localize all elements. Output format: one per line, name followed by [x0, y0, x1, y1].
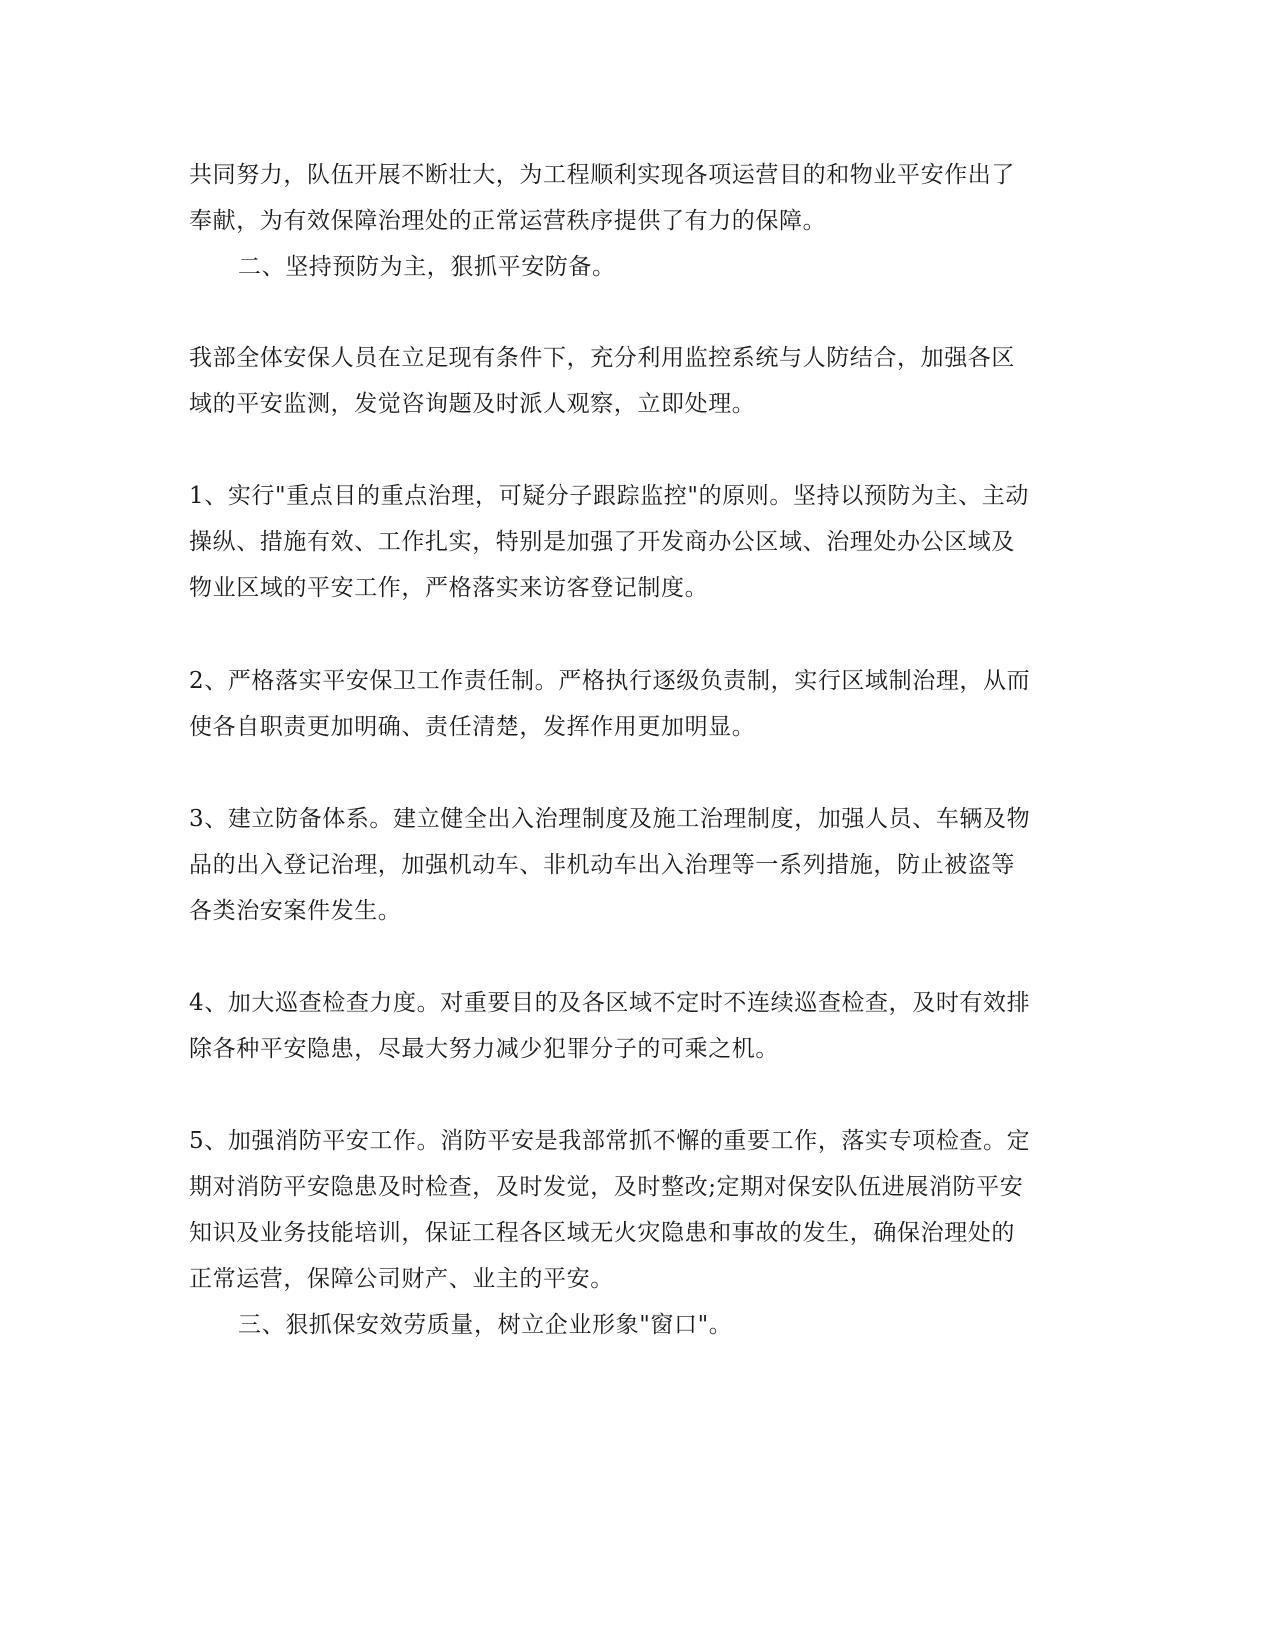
list-item-2-line: 使各自职责更加明确、责任清楚，发挥作用更加明显。	[189, 714, 756, 740]
list-item-5-line: 期对消防平安隐患及时检查，及时发觉，及时整改;定期对保安队伍进展消防平安	[189, 1174, 1024, 1200]
list-item-5-line: 正常运营，保障公司财产、业主的平安。	[189, 1266, 614, 1292]
list-item-5-line: 5、加强消防平安工作。消防平安是我部常抓不懈的重要工作，落实专项检查。定	[189, 1128, 1031, 1154]
paragraph-line: 域的平安监测，发觉咨询题及时派人观察，立即处理。	[189, 391, 756, 417]
list-item-4-line: 4、加大巡查检查力度。对重要目的及各区域不定时不连续巡查检查，及时有效排	[189, 990, 1031, 1016]
paragraph-line: 我部全体安保人员在立足现有条件下，充分利用监控系统与人防结合，加强各区	[189, 345, 1015, 371]
list-item-3-line: 各类治安案件发生。	[189, 898, 402, 924]
list-item-3-line: 3、建立防备体系。建立健全出入治理制度及施工治理制度，加强人员、车辆及物	[189, 806, 1031, 832]
list-item-4-line: 除各种平安隐患，尽最大努力减少犯罪分子的可乘之机。	[189, 1036, 779, 1062]
list-item-1-line: 物业区域的平安工作，严格落实来访客登记制度。	[189, 575, 709, 601]
list-item-3-line: 品的出入登记治理，加强机动车、非机动车出入治理等一系列措施，防止被盗等	[189, 852, 1015, 878]
list-item-5-line: 知识及业务技能培训，保证工程各区域无火灾隐患和事故的发生，确保治理处的	[189, 1220, 1015, 1246]
paragraph-line: 奉献，为有效保障治理处的正常运营秩序提供了有力的保障。	[189, 208, 827, 234]
paragraph-line: 共同努力，队伍开展不断壮大，为工程顺利实现各项运营目的和物业平安作出了	[189, 162, 1015, 188]
section-heading-3: 三、狠抓保安效劳质量，树立企业形象"窗口"。	[238, 1312, 733, 1338]
section-heading-2: 二、坚持预防为主，狠抓平安防备。	[238, 254, 616, 280]
list-item-2-line: 2、严格落实平安保卫工作责任制。严格执行逐级负责制，实行区域制治理，从而	[189, 668, 1031, 694]
list-item-1-line: 操纵、措施有效、工作扎实，特别是加强了开发商办公区域、治理处办公区域及	[189, 529, 1015, 555]
list-item-1-line: 1、实行"重点目的重点治理，可疑分子跟踪监控"的原则。坚持以预防为主、主动	[189, 483, 1029, 509]
